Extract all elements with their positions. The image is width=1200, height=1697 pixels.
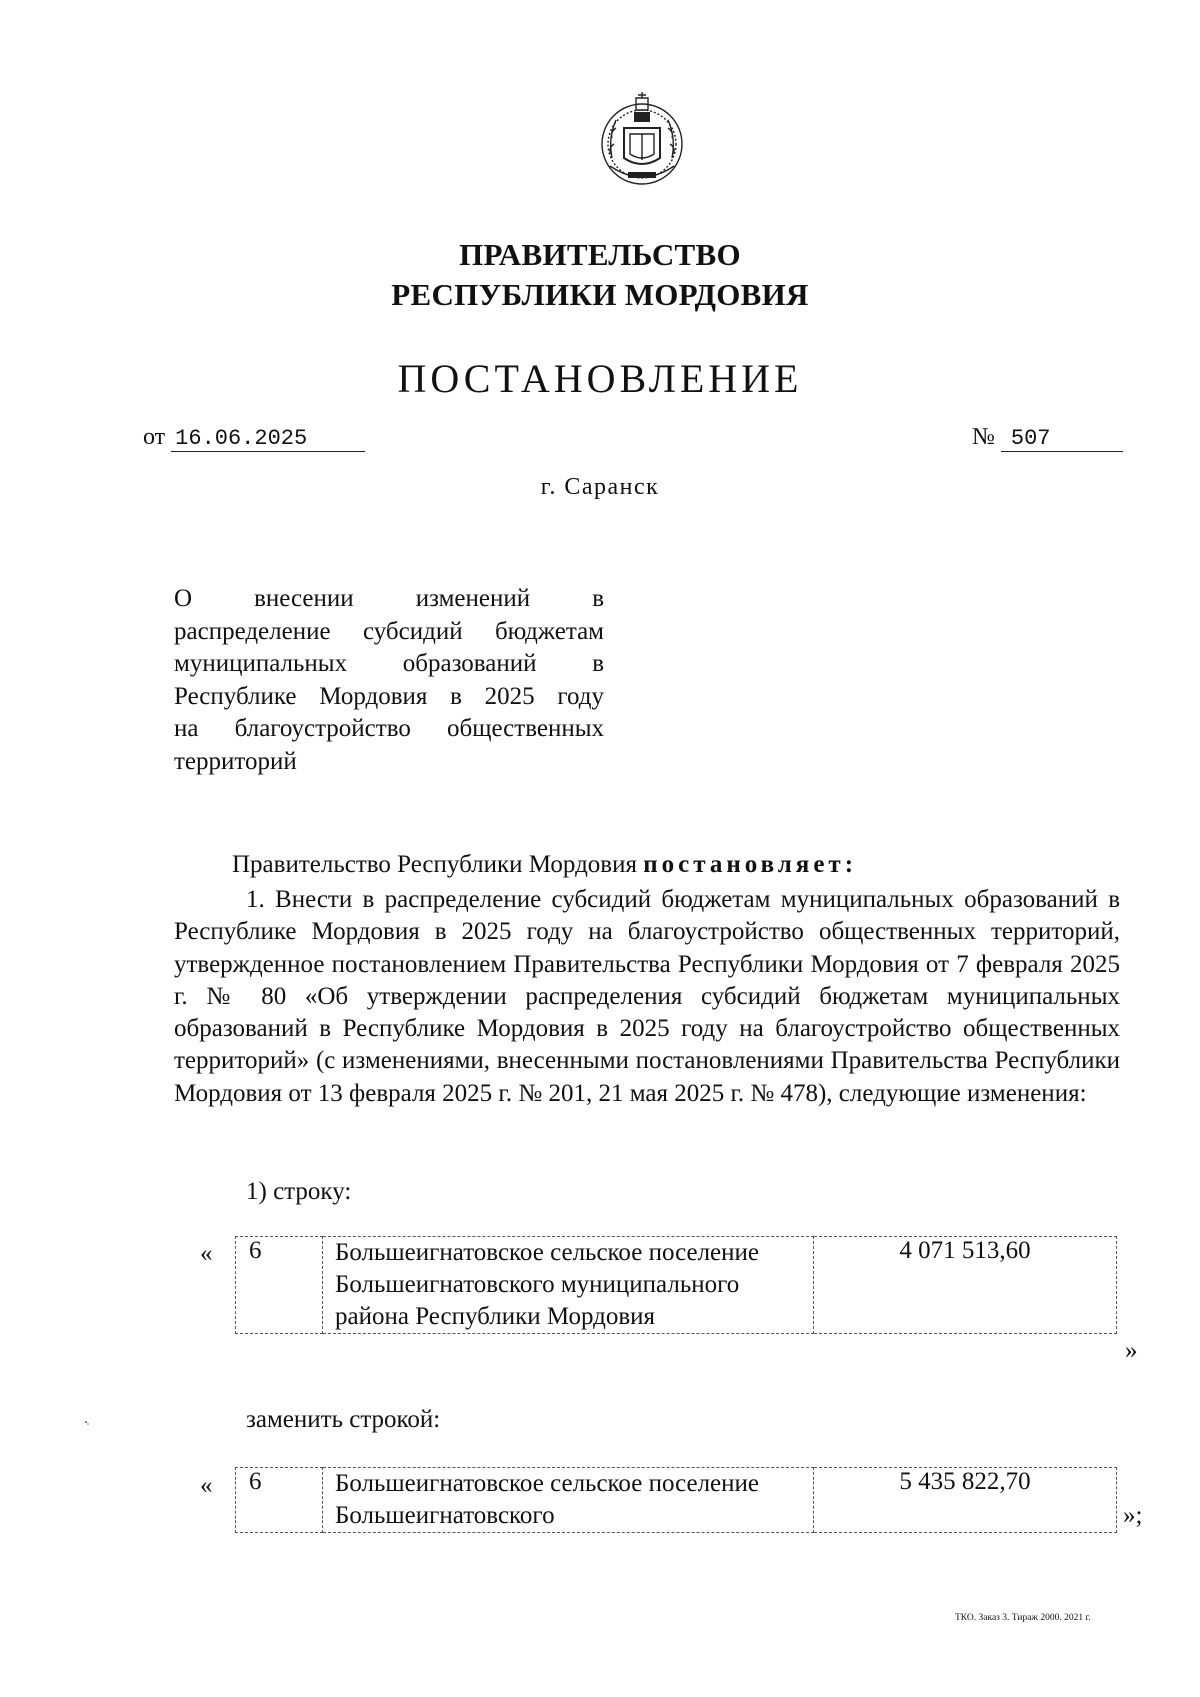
row-number-cell: 6 (236, 1237, 323, 1334)
municipality-name-cell: Большеигнатовское сельское поселение Большеигнатовского (323, 1468, 814, 1533)
date-row (143, 424, 365, 452)
paragraph-1: 1. Внести в распределение субсидий бюджетам муниципальных образований в Республике Мордовия в 2025 году на благоустройство общественных территорий, утвержденное постановлением Правительства Республики Мордовия от 7 февраля 2025 г. № 80 «Об утверждении распределения субсидий бюджетам муниципальных образований в Республике Мордовия в 2025 году на благоустройство общественных территорий» (с изменениями, внесенными постановлениями Правительства Республики Мордовия от 13 февраля 2025 г. № 201, 21 мая 2025 г. № 478), следующие изменения: (174, 886, 1120, 1107)
new-row-table (235, 1467, 1117, 1533)
preamble (232, 849, 857, 881)
organization-title-line1: ПРАВИТЕЛЬСТВО (459, 237, 741, 272)
subject-line: распределение субсидий бюджетам (174, 617, 604, 645)
table-row (236, 1237, 1117, 1334)
quote-open: « (200, 1240, 213, 1267)
preamble-action: постановляет: (643, 851, 858, 878)
organization-title-line2: РЕСПУБЛИКИ МОРДОВИЯ (391, 277, 809, 312)
scan-speck (84, 1413, 90, 1419)
subject-line: муниципальных образований в (174, 650, 604, 677)
replace-with-text: заменить строкой: (246, 1406, 441, 1433)
subject-line: Республике Мордовия в 2025 году (174, 682, 604, 710)
amount-cell: 5 435 822,70 (814, 1468, 1117, 1533)
document-date: 16.06.2025 (171, 426, 365, 452)
document-type: ПОСТАНОВЛЕНИЕ (397, 356, 803, 401)
number-row (972, 424, 1123, 452)
row-number-cell: 6 (236, 1468, 323, 1533)
municipality-name-cell: Большеигнатовское сельское поселение Большеигнатовского муниципального района Республики Мордовия (323, 1237, 814, 1334)
amount-cell: 4 071 513,60 (814, 1237, 1117, 1334)
number-prefix: № (972, 424, 995, 450)
document-number: 507 (1001, 426, 1123, 452)
subject-line: на благоустройство общественных (174, 715, 604, 742)
table-row (236, 1468, 1117, 1533)
date-prefix: от (143, 424, 166, 450)
quote-close: » (1125, 1337, 1138, 1364)
city: г. Саранск (540, 474, 660, 500)
document-subject (174, 583, 604, 778)
subject-line: О внесении изменений в (174, 585, 604, 612)
subitem-1: 1) строку: (246, 1178, 352, 1205)
coat-of-arms-emblem (590, 88, 694, 192)
print-footer: ТКО. Заказ 3. Тираж 2000. 2021 г. (955, 1613, 1091, 1623)
quote-close-semicolon: »; (1123, 1502, 1143, 1529)
subject-line: территорий (174, 747, 297, 775)
quote-open: « (200, 1472, 213, 1499)
old-row-table (235, 1236, 1117, 1334)
preamble-start: Правительство Республики Мордовия (232, 851, 644, 878)
